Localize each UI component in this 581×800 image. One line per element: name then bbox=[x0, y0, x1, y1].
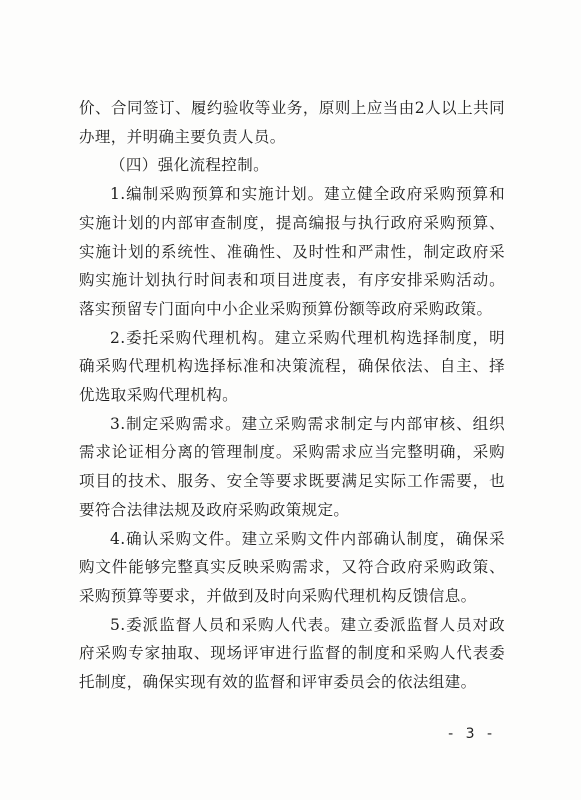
page-number: - 3 - bbox=[448, 726, 496, 742]
paragraph-continuation: 价、合同签订、履约验收等业务，原则上应当由2人以上共同办理，并明确主要负责人员。 bbox=[79, 99, 505, 146]
paragraph-item-1: 1.编制采购预算和实施计划。建立健全政府采购预算和实施计划的内部审查制度，提高编报与执行政府采购预算、实施计划的系统性、准确性、及时性和严肃性，制定政府采购实施计划执行时间表和项目进度表，有序安排采购活动。落实预留专门面向中小企业采购预算份额等政府采购政策。 bbox=[79, 185, 505, 318]
section-heading-four: （四）强化流程控制。 bbox=[110, 156, 270, 175]
paragraph-item-3: 3.制定采购需求。建立采购需求制定与内部审核、组织需求论证相分离的管理制度。采购需求应当完整明确，采购项目的技术、服务、安全等要求既要满足实际工作需要，也要符合法律法规及政府采购政策规定。 bbox=[79, 414, 505, 519]
paragraph-item-2: 2.委托采购代理机构。建立采购代理机构选择制度，明确采购代理机构选择标准和决策流程，确保依法、自主、择优选取采购代理机构。 bbox=[79, 328, 505, 405]
document-body bbox=[79, 94, 505, 697]
paragraph-item-4: 4.确认采购文件。建立采购文件内部确认制度，确保采购文件能够完整真实反映采购需求，又符合政府采购政策、采购预算等要求，并做到及时向采购代理机构反馈信息。 bbox=[79, 529, 505, 605]
paragraph-item-5: 5.委派监督人员和采购人代表。建立委派监督人员对政府采购专家抽取、现场评审进行监督的制度和采购人代表委托制度，确保实现有效的监督和评审委员会的依法组建。 bbox=[79, 615, 505, 692]
